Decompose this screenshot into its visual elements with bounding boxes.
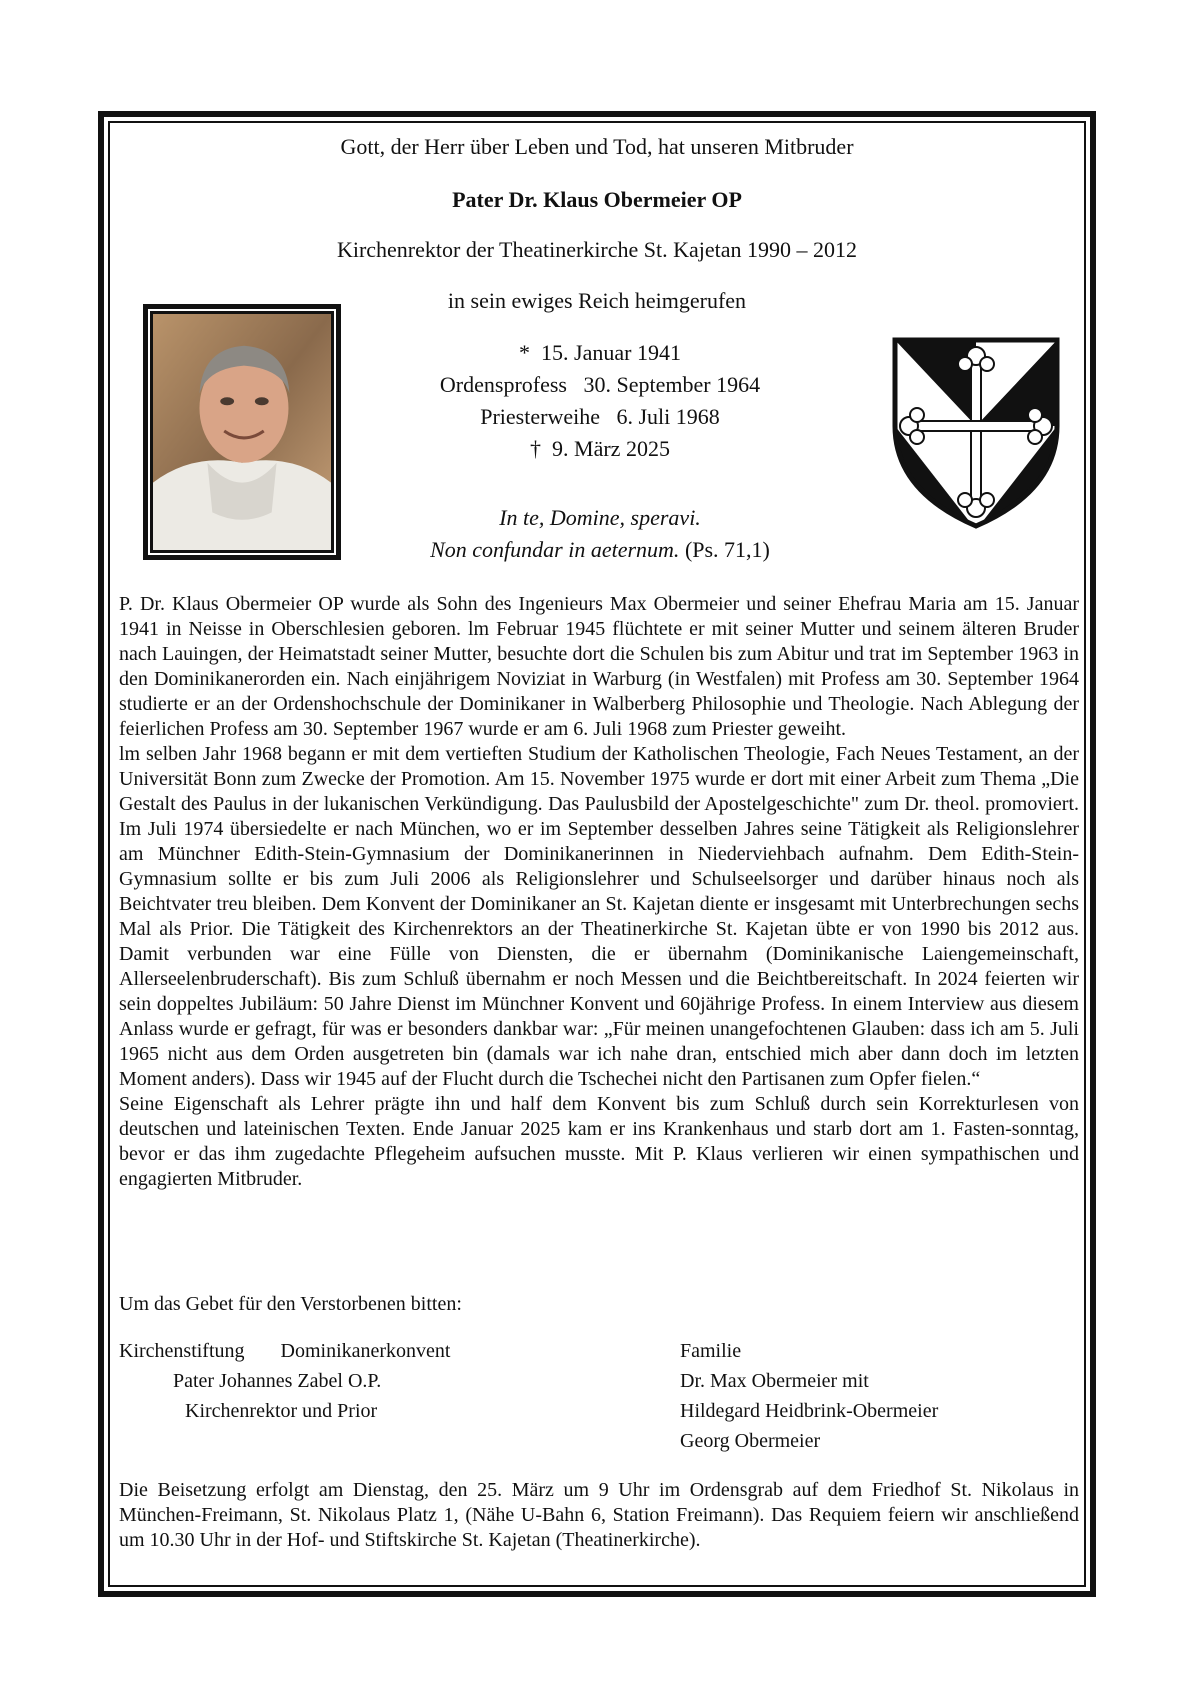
portrait-photo [153,314,331,550]
life-dates [400,337,800,465]
profession-date: Ordensprofess 30. September 1964 [439,372,761,397]
biography [119,592,1079,1192]
signer-org-2: Dominikanerkonvent [280,1340,451,1362]
signer-person: Pater Johannes Zabel O.P. [173,1370,382,1392]
funeral-info: Die Beisetzung erfolgt am Dienstag, den 25. März um 9 Uhr im Ordensgrab auf dem Friedhof St. Nikolaus in München-Freimann, St. Nikolaus Platz 1, (Nähe U-Bahn 6, Station Freimann). Das Requiem feiern wir anschließend um 10.30 Uhr in der Hof- und Stiftskirche St. Kajetan (Theatinerkirche). [119,1479,1079,1551]
called-home-line: in sein ewiges Reich heimgerufen [447,288,747,313]
motto-line-2 [340,534,860,566]
family-member-3: Georg Obermeier [680,1430,821,1452]
bio-paragraph-3: Seine Eigenschaft als Lehrer prägte ihn und half dem Konvent bis zum Schluß durch sein Korrekturlesen von deutschen und lateinischen Texten. Ende Januar 2025 kam er ins Krankenhaus und starb dort am 1. Fasten-sonntag, bevor er das ihm zugedachte Pflegeheim aufsuchen musste. Mit P. Klaus verlieren wir einen sympathischen und engagierten Mitbruder. [119,1093,1079,1190]
psalm-reference: (Ps. 71,1) [679,537,770,562]
signer-org-1: Kirchenstiftung [119,1340,245,1362]
signers-family [680,1336,938,1456]
deceased-role: Kirchenrektor der Theatinerkirche St. Kajetan 1990 – 2012 [336,237,858,262]
family-member-1: Dr. Max Obermeier mit [680,1370,869,1392]
intro-line: Gott, der Herr über Leben und Tod, hat unseren Mitbruder [340,134,854,159]
signers-church [119,1336,451,1426]
bio-paragraph-2: lm selben Jahr 1968 begann er mit dem vertieften Studium der Katholischen Theologie, Fach Neues Testament, an der Universität Bonn zum Zwecke der Promotion. Am 15. November 1975 wurde er dort mit einer Arbeit zum Thema „Die Gestalt des Paulus in der lukanischen Verkündigung. Das Paulusbild der Apostelgeschichte" zum Dr. theol. promoviert. Im Juli 1974 übersiedelte er nach München, wo er im September desselben Jahres seine Tätigkeit als Religionslehrer am Münchner Edith-Stein-Gymnasium der Dominikanerinnen in Niederviehbach aufnahm. Dem Edith-Stein-Gymnasium sollte er bis zum Juli 2006 als Religionslehrer und Schulseelsorger und darüber hinaus noch als Beichtvater treu bleiben. Dem Konvent der Dominikaner an St. Kajetan diente er insgesamt mit Unterbrechungen sechs Mal als Prior. Die Tätigkeit des Kirchenrektors an der Theatinerkirche St. Kajetan übte er von 1990 bis 2012 aus. Damit verbunden war eine Fülle von Diensten, die er übernahm (Dominikanische Laiengemeinschaft, Allerseelenbruderschaft). Bis zum Schluß übernahm er noch Messen und die Beichtbereitschaft. In 2024 feierten wir sein doppeltes Jubiläum: 50 Jahre Dienst im Münchner Konvent und 60jährige Profess. In einem Interview aus diesem Anlass wurde er gefragt, für was er besonders dankbar war: „Für meinen unangefochtenen Glauben: dass ich am 5. Juli 1965 nicht aus dem Orden ausgetreten bin (damals war ich nahe dran, entschied mich aber dann doch im letzten Moment anders). Dass wir 1945 auf der Flucht durch die Tschechei nicht den Partisanen zum Opfer fielen.“ [119,743,1079,1090]
deceased-name: Pater Dr. Klaus Obermeier OP [452,187,742,212]
portrait-frame [143,304,341,560]
bio-paragraph-1: P. Dr. Klaus Obermeier OP wurde als Sohn des Ingenieurs Max Obermeier und seiner Ehefrau Maria am 15. Januar 1941 in Neisse in Oberschlesien geboren. lm Februar 1945 flüchtete er mit seiner Mutter und seinem älteren Bruder nach Lauingen, der Heimatstadt seiner Mutter, besuchte dort die Schulen bis zum Abitur und trat im September 1963 in den Dominikanerorden ein. Nach einjährigem Noviziat in Warburg (in Westfalen) mit Profess am 30. September 1964 studierte er an der Ordenshochschule der Dominikaner in Walberberg Philosophie und Theologie. Nach Ablegung der feierlichen Profess am 30. September 1967 wurde er am 6. Juli 1968 zum Priester geweiht. [119,593,1079,740]
prayer-request: Um das Gebet für den Verstorbenen bitten: [119,1293,462,1315]
motto-line-2-text: Non confundar in aeternum. [430,537,680,562]
ordination-date: Priesterweihe 6. Juli 1968 [480,404,720,429]
birth-date: * 15. Januar 1941 [519,340,681,365]
family-member-2: Hildegard Heidbrink-Obermeier [680,1400,939,1422]
motto [340,502,860,566]
dominican-shield-icon [891,336,1061,530]
motto-line-1: In te, Domine, speravi. [499,505,701,530]
death-date: † 9. März 2025 [530,436,670,461]
family-label: Familie [680,1340,742,1362]
signer-title: Kirchenrektor und Prior [185,1400,378,1422]
